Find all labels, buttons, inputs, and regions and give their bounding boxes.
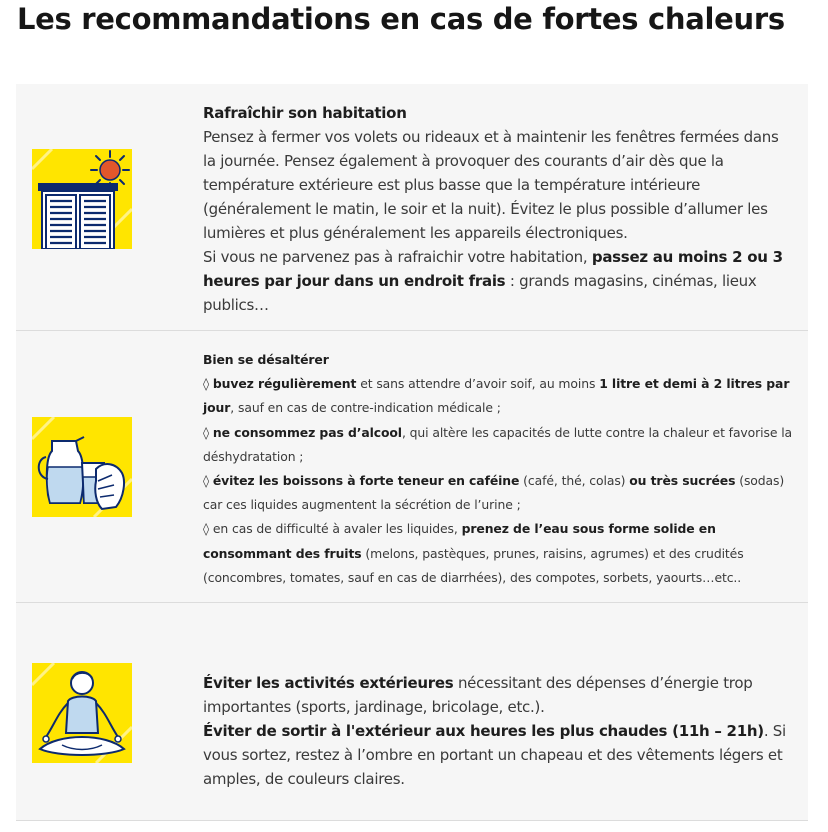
recommendation-paragraph: Si vous ne parvenez pas à rafraichir votre habitation, passez au moins 2 ou 3 heures par jour dans un endroit frais : grands magasins, cinémas, lieux publics… [203,248,783,314]
meditating-person-icon [32,663,132,763]
recommendation-bullet: ◊ en cas de difficulté à avaler les liquides, prenez de l’eau sous forme solide en consommant des fruits (melons, pastèques, prunes, raisins, agrumes) et des crudités (concombres, tomates, sauf en cas de diarrhées), des compotes, sorbets, yaourts…etc.. [203,521,744,585]
recommendation-text [203,671,794,791]
shutters-sun-icon [32,149,132,249]
recommendation-paragraph: Pensez à fermer vos volets ou rideaux et à maintenir les fenêtres fermées dans la journée. Pensez également à provoquer des courants d’air dès que la température extérieure est plus basse que la température intérieure (généralement le matin, le soir et la nuit). Évitez le plus possible d’allumer les lumières et plus généralement les appareils électroniques. [203,128,779,242]
recommendation-row-hydration [16,331,808,603]
recommendation-bullet: ◊ évitez les boissons à forte teneur en caféine (café, thé, colas) ou très sucrées (sodas) car ces liquides augmentent la sécrétion de l’urine ; [203,473,785,513]
water-jug-icon [32,417,132,517]
recommendation-bullet: ◊ ne consommez pas d’alcool, qui altère les capacités de lutte contre la chaleur et favorise la déshydratation ; [203,424,793,464]
page-title: Les recommandations en cas de fortes chaleurs [17,2,785,36]
recommendation-row-home [16,84,808,331]
recommendation-text [203,348,794,590]
recommendation-heading: Rafraîchir son habitation [203,104,407,122]
recommendation-paragraph: Éviter de sortir à l'extérieur aux heures les plus chaudes (11h – 21h). Si vous sortez, restez à l’ombre en portant un chapeau et des vêtements légers et amples, de couleurs claires. [203,722,786,788]
recommendation-bullet: ◊ buvez régulièrement et sans attendre d’avoir soif, au moins 1 litre et demi à 2 litres par jour, sauf en cas de contre-indication médicale ; [203,376,790,416]
recommendation-row-outdoor [16,603,808,821]
recommendation-text [203,101,794,317]
recommendation-heading: Bien se désaltérer [203,352,329,367]
recommendations-table [16,84,808,821]
recommendation-paragraph: Éviter les activités extérieures nécessitant des dépenses d’énergie trop importantes (sports, jardinage, bricolage, etc.). [203,674,753,716]
